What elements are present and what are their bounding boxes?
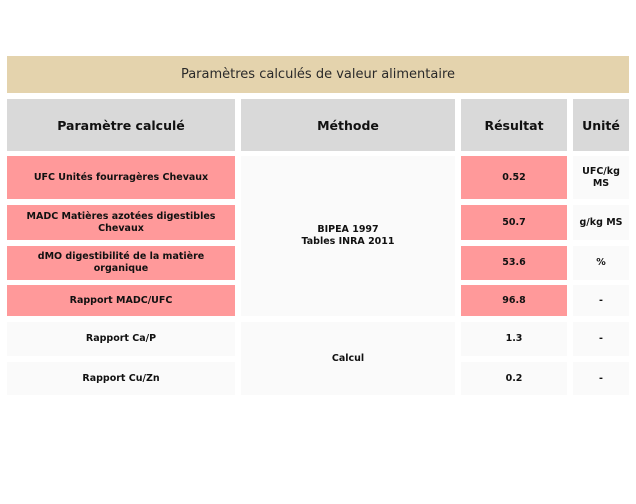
row-resultat-ca-p: 1.3 — [461, 322, 567, 356]
row-parametre-dmo: dMO digestibilité de la matière organique — [7, 246, 235, 280]
method-cell-calcul: Calcul — [241, 322, 455, 395]
row-resultat-dmo: 53.6 — [461, 246, 567, 280]
header-methode: Méthode — [241, 99, 455, 151]
row-resultat-cu-zn: 0.2 — [461, 362, 567, 395]
row-unite-cu-zn: - — [573, 362, 629, 395]
header-resultat: Résultat — [461, 99, 567, 151]
table-title-banner: Paramètres calculés de valeur alimentaire — [7, 56, 629, 93]
header-parametre: Paramètre calculé — [7, 99, 235, 151]
row-unite-ca-p: - — [573, 322, 629, 356]
row-unite-ufc: UFC/kg MS — [573, 156, 629, 199]
row-unite-madc-ufc: - — [573, 285, 629, 316]
row-parametre-ufc: UFC Unités fourragères Chevaux — [7, 156, 235, 199]
row-resultat-madc-ufc: 96.8 — [461, 285, 567, 316]
row-parametre-ca-p: Rapport Ca/P — [7, 322, 235, 356]
method-cell-bipea: BIPEA 1997 Tables INRA 2011 — [241, 156, 455, 316]
row-parametre-madc-ufc: Rapport MADC/UFC — [7, 285, 235, 316]
row-unite-madc: g/kg MS — [573, 205, 629, 240]
row-resultat-madc: 50.7 — [461, 205, 567, 240]
row-parametre-cu-zn: Rapport Cu/Zn — [7, 362, 235, 395]
header-unite: Unité — [573, 99, 629, 151]
row-unite-dmo: % — [573, 246, 629, 280]
row-parametre-madc: MADC Matières azotées digestibles Chevaux — [7, 205, 235, 240]
row-resultat-ufc: 0.52 — [461, 156, 567, 199]
